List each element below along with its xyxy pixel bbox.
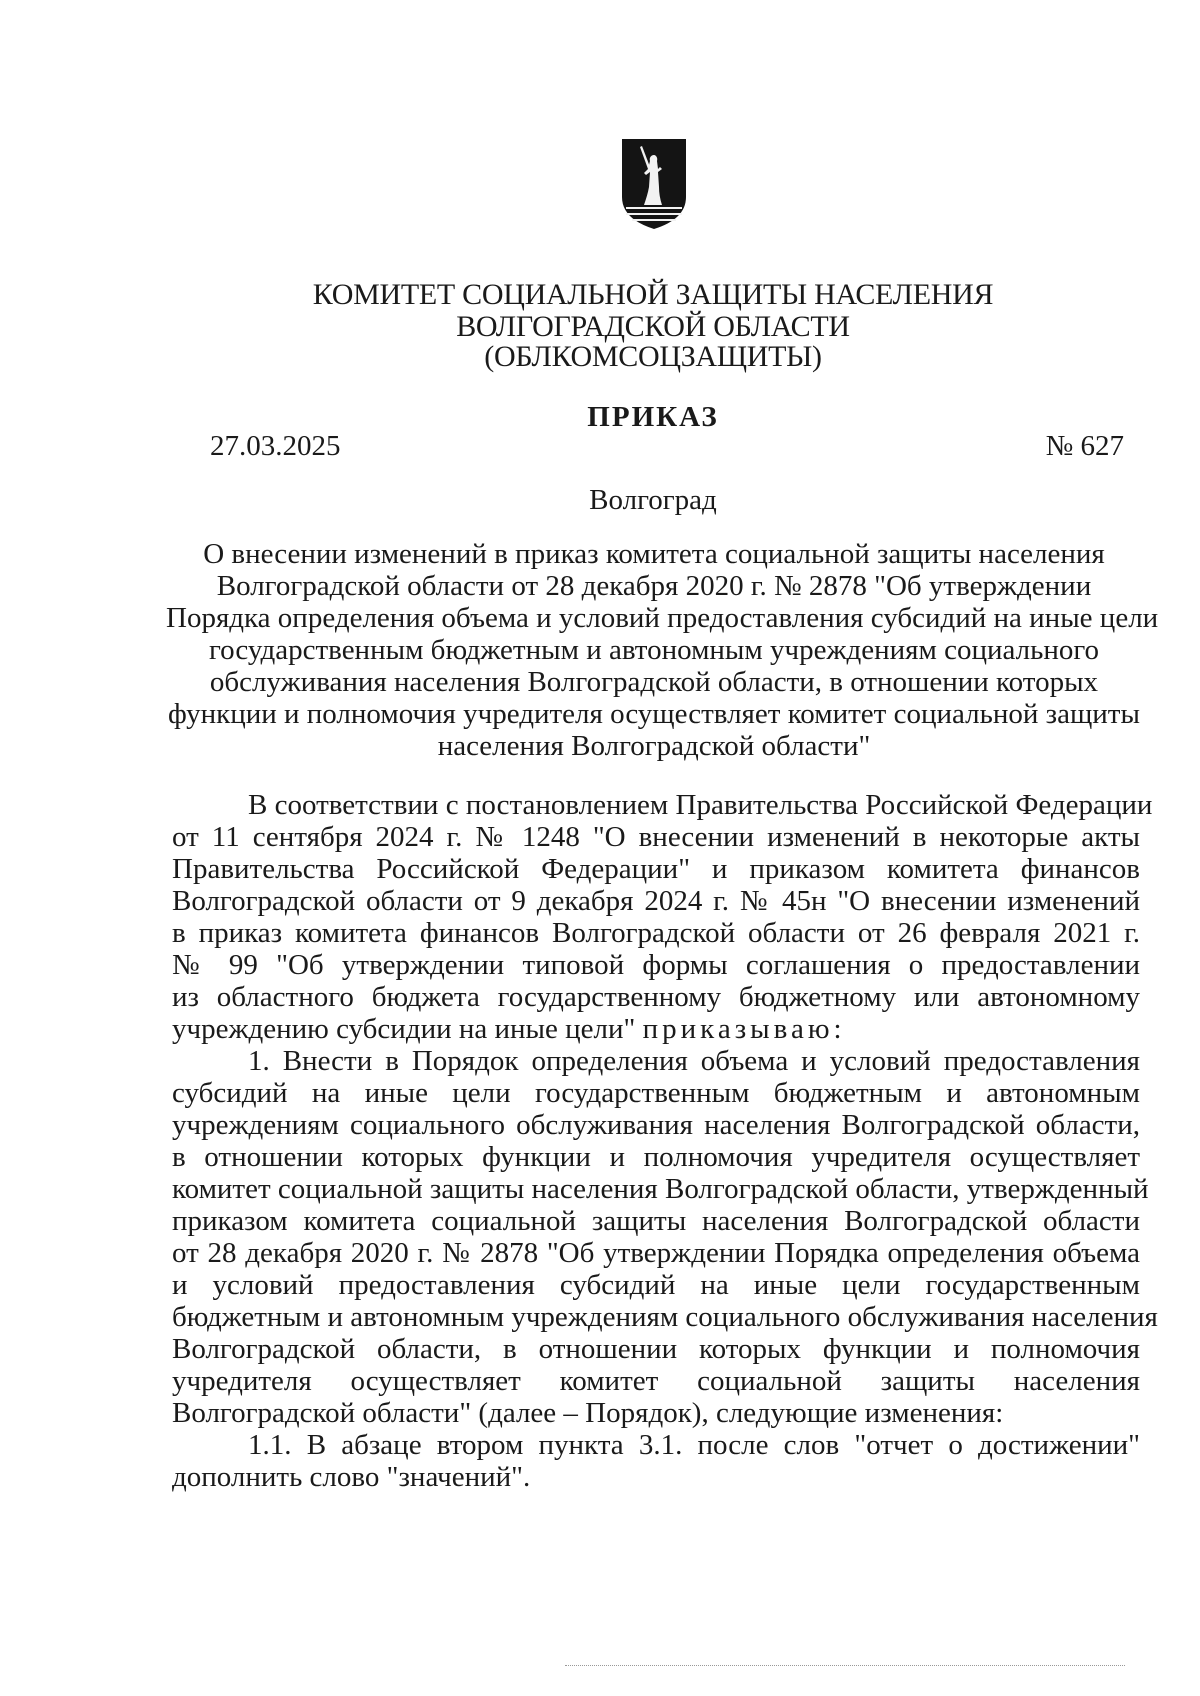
title-line: Порядка определения объема и условий предоставления субсидий на иные цели xyxy=(166,602,1159,634)
item-1-line: от 28 декабря 2020 г. № 2878 "Об утверждении Порядка определения объема xyxy=(172,1237,1140,1269)
document-title xyxy=(166,538,1159,762)
preamble-line: Волгоградской области от 9 декабря 2024 г. № 45н "О внесении изменений xyxy=(172,885,1140,917)
preamble-line: в приказ комитета финансов Волгоградской области от 26 февраля 2021 г. xyxy=(172,917,1140,949)
item-1-line: комитет социальной защиты населения Волгоградской области, утвержденный xyxy=(172,1173,1149,1205)
preamble-line: № 99 "Об утверждении типовой формы соглашения о предоставлении xyxy=(172,949,1140,981)
preamble-final-line xyxy=(172,1013,1140,1045)
organization-name-line1: КОМИТЕТ СОЦИАЛЬНОЙ ЗАЩИТЫ НАСЕЛЕНИЯ xyxy=(312,278,994,311)
document-date: 27.03.2025 xyxy=(210,430,341,462)
preamble-line: Правительства Российской Федерации" и приказом комитета финансов xyxy=(172,853,1140,885)
title-line: Волгоградской области от 28 декабря 2020 г. № 2878 "Об утверждении xyxy=(216,570,1092,602)
item-1-line: приказом комитета социальной защиты населения Волгоградской области xyxy=(172,1205,1140,1237)
item-1-line: субсидий на иные цели государственным бюджетным и автономным xyxy=(172,1077,1140,1109)
preamble-line: от 11 сентября 2024 г. № 1248 "О внесении изменений в некоторые акты xyxy=(172,821,1140,853)
item-1-line: учреждениям социального обслуживания населения Волгоградской области, xyxy=(172,1109,1140,1141)
item-1-line: в отношении которых функции и полномочия учредителя осуществляет xyxy=(172,1141,1140,1173)
title-line: О внесении изменений в приказ комитета социальной защиты населения xyxy=(203,538,1105,570)
item-1-line: Волгоградской области, в отношении которых функции и полномочия xyxy=(172,1333,1140,1365)
title-line: функции и полномочия учредителя осуществляет комитет социальной защиты xyxy=(168,698,1140,730)
preamble-line: В соответствии с постановлением Правительства Российской Федерации xyxy=(248,789,1153,821)
organization-name-line2: ВОЛГОГРАДСКОЙ ОБЛАСТИ xyxy=(456,310,850,343)
item-1-1-line: дополнить слово "значений". xyxy=(172,1461,531,1493)
item-1-1-line: 1.1. В абзаце втором пункта 3.1. после слов "отчет о достижении" xyxy=(248,1429,1140,1461)
preamble-line: учреждению субсидии на иные цели" xyxy=(172,1013,643,1045)
document-body xyxy=(172,789,1158,1493)
orders-word: приказываю: xyxy=(642,1013,846,1045)
item-1-line: учредителя осуществляет комитет социальной защиты населения xyxy=(172,1365,1140,1397)
title-line: обслуживания населения Волгоградской области, в отношении которых xyxy=(209,666,1099,698)
item-1-line: 1. Внести в Порядок определения объема и условий предоставления xyxy=(248,1045,1140,1077)
title-line: населения Волгоградской области" xyxy=(437,730,871,762)
document-city: Волгоград xyxy=(589,484,717,516)
item-1-line: и условий предоставления субсидий на иные цели государственным xyxy=(172,1269,1140,1301)
organization-abbreviation: (ОБЛКОМСОЦЗАЩИТЫ) xyxy=(484,340,822,373)
item-1-line: Волгоградской области" (далее – Порядок), следующие изменения: xyxy=(172,1397,1004,1429)
document-number: № 627 xyxy=(1045,430,1124,462)
volgograd-coat-of-arms-icon xyxy=(618,137,690,232)
title-line: государственным бюджетным и автономным учреждениям социального xyxy=(208,634,1100,666)
document-type-heading: ПРИКАЗ xyxy=(587,401,719,433)
item-1-line: бюджетным и автономным учреждениям социального обслуживания населения xyxy=(172,1301,1158,1333)
preamble-line: из областного бюджета государственному бюджетному или автономному xyxy=(172,981,1140,1013)
footer-divider xyxy=(565,1665,1125,1666)
